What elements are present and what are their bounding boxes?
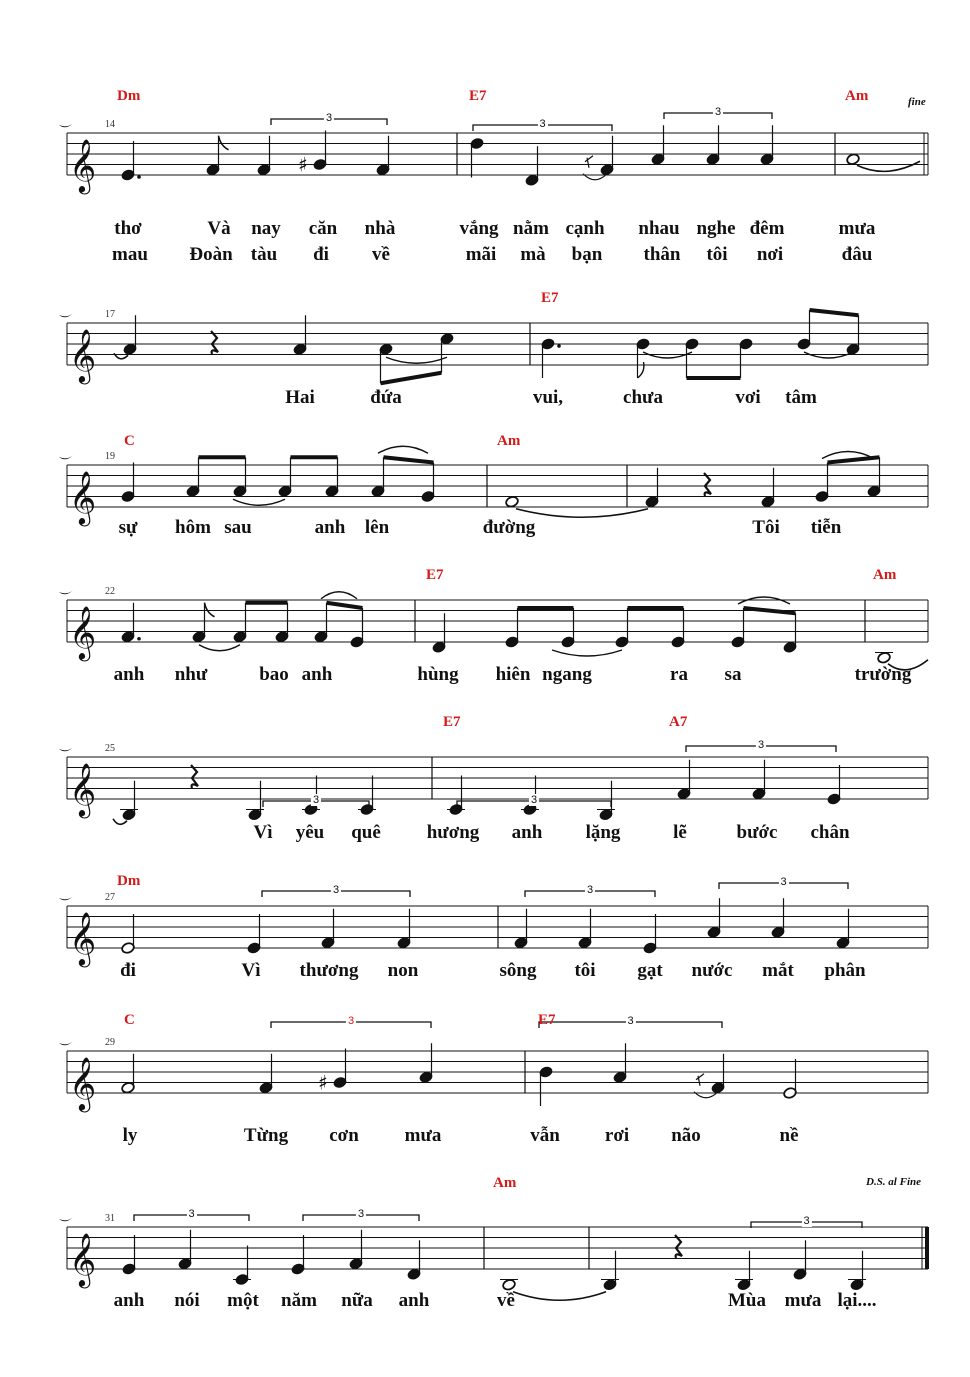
staff-system [59,745,928,824]
note [432,613,446,653]
flag [205,603,215,617]
lyric-syllable: căn [308,218,338,239]
note [739,338,753,378]
note [694,1054,725,1098]
measure-number: 25 [105,743,115,754]
beam [327,603,363,608]
beam [744,608,796,613]
chord-symbol: Dm [117,88,141,104]
lyric-syllable: lên [364,517,390,538]
note [561,608,575,648]
lyric-syllable: một [227,1290,259,1311]
note [192,603,240,651]
note [761,468,775,508]
lyric-syllable: vẫn [530,1125,560,1146]
breath-mark-icon [59,311,75,317]
lyric-syllable: anh [511,822,543,843]
lyric-syllable: bạn [571,244,603,265]
quarter-rest-icon [191,765,198,788]
lyric-syllable: thơ [114,218,142,239]
lyric-syllable: tàu [250,244,278,265]
lyric-syllable: mà [520,244,546,265]
note [707,898,721,938]
chord-symbol: Am [873,567,897,583]
lyric-syllable: nữa [341,1290,373,1311]
lyric-syllable: cơn [329,1125,359,1146]
note [186,457,285,505]
staff-system [59,883,928,967]
lyric-syllable: về [497,1290,515,1311]
tuplet-number: 3 [312,794,320,806]
lyric-syllable: mãi [465,244,497,265]
lyric-syllable: mưa [404,1125,442,1146]
final-barline [925,1227,929,1269]
lyric-syllable: anh [314,517,346,538]
note [731,597,796,648]
tuplet-number: 3 [347,1015,355,1027]
lyric-syllable: sông [499,960,537,981]
treble-clef-icon: 𝄞 [69,470,97,524]
lyric-syllable: thân [643,244,681,265]
lyric-syllable: nhà [364,218,396,239]
lyric-syllable: hùng [417,664,459,685]
lyric-syllable: yêu [295,822,325,843]
note [350,608,364,648]
staff-system [59,310,928,384]
note [371,446,434,497]
lyric-syllable: đường [482,517,536,538]
lyric-syllable: vắng [459,218,499,239]
fine-marking: fine [908,96,926,108]
note [470,137,484,177]
lyric-syllable: hôm [175,517,211,538]
note [376,136,390,176]
note [358,776,376,816]
flag [219,136,229,150]
chord-symbol: E7 [538,1012,556,1028]
tuplet-number: 3 [803,1215,810,1227]
tuplet-number: 3 [627,1015,634,1027]
slur [233,499,285,505]
note [867,457,881,497]
breath-mark-icon [59,894,75,900]
measure-number: 14 [105,119,115,130]
quarter-rest-icon [211,331,218,354]
treble-clef-icon: 𝄞 [69,1232,97,1286]
measure-number: 31 [105,1213,115,1224]
lyric-syllable: mưa [838,218,876,239]
rest [704,473,711,496]
lyric-syllable: gạt [637,960,663,981]
lyric-syllable: mưa [784,1290,822,1311]
lyric-syllable: đi [120,960,136,981]
note [447,776,465,816]
lyric-syllable: phân [824,960,866,981]
note [539,1066,553,1106]
staff-system [59,588,928,670]
tuplet-number: 3 [188,1208,195,1220]
note [421,463,435,503]
quarter-rest-icon [704,473,711,496]
lyric-syllable: ly [122,1125,138,1146]
note [233,1246,251,1286]
slur [378,446,428,453]
lyric-syllable: quê [351,822,381,843]
treble-clef-icon: 𝄞 [69,911,97,965]
lyric-syllable: Hai [285,387,315,408]
note [752,760,766,800]
tie [516,509,648,518]
note [771,898,785,938]
note [247,914,261,954]
treble-clef-icon: 𝄞 [69,138,97,192]
tuplet-number: 3 [325,112,333,124]
lyric-syllable: non [387,960,419,981]
lyric-syllable: Từng [243,1125,289,1146]
tie [113,819,127,825]
breath-mark-icon [59,453,75,459]
lyric-syllable: anh [398,1290,430,1311]
breath-mark-icon [59,121,75,127]
tuplet-number: 3 [332,884,340,896]
tuplet-number: 3 [530,794,538,806]
chord-symbol: E7 [469,88,487,104]
lyric-syllable: ra [670,664,688,685]
lyric-syllable: đi [313,244,329,265]
breath-mark-icon [59,745,75,751]
flag [638,362,644,378]
note [114,315,137,359]
chord-symbol: Am [493,1175,517,1191]
lyric-syllable: nói [174,1290,200,1311]
rest [211,331,218,354]
note [706,125,720,165]
lyric-syllable: Vì [253,822,273,843]
note [578,909,592,949]
note [314,592,363,643]
note [113,781,138,825]
beam [384,457,434,462]
note [419,1043,433,1083]
lyric-syllable: trường [854,664,912,685]
lyric-syllable: bao [259,664,289,685]
lyric-syllable: anh [301,664,333,685]
breath-mark-icon [59,1215,75,1221]
lyric-syllable: Vì [241,960,261,981]
lyric-syllable: nằm [513,218,549,239]
tuplet-number: 3 [357,1208,365,1220]
note [379,343,447,383]
note [514,909,528,949]
treble-clef-icon: 𝄞 [69,1056,97,1110]
tie [857,161,920,171]
lyric-syllable: lặng [585,822,621,843]
note [601,1251,619,1291]
note [583,136,614,180]
lyric-syllable: nghe [696,218,736,239]
lyric-syllable: nhau [638,218,680,239]
note [178,1230,192,1270]
chord-symbol: C [124,433,135,449]
staff-system [59,113,928,194]
note [257,136,271,176]
note [846,315,860,355]
lyric-syllable: rơi [604,1125,630,1146]
note [291,1235,305,1275]
lyric-syllable: lại.... [837,1290,877,1311]
lyric-syllable: hiên [495,664,531,685]
lyric-syllable: đứa [370,387,402,408]
lyric-syllable: tiễn [810,517,842,538]
note [440,332,454,372]
lyric-syllable: mắt [762,960,794,981]
grace-note [585,156,593,168]
note [643,914,657,954]
lyric-syllable: sa [724,664,742,685]
note [735,1251,753,1291]
note [121,1054,135,1094]
note [233,457,247,497]
lyric-syllable: anh [113,1290,145,1311]
note [349,1230,363,1270]
note [122,1235,136,1275]
chord-symbol: C [124,1012,135,1028]
grace-note [696,1074,704,1086]
lyric-syllable: cạnh [565,218,605,239]
chord-symbol: A7 [669,714,688,730]
note [846,153,920,171]
note [121,603,141,643]
note [321,909,335,949]
chord-symbol: Dm [117,873,141,889]
note [275,603,289,643]
note [783,613,797,653]
tuplet-number: 3 [586,884,594,896]
chord-symbol: E7 [541,290,559,306]
note [677,760,691,800]
sharp-icon: ♯ [298,152,308,177]
breath-mark-icon [59,1039,75,1045]
lyric-syllable: thương [299,960,359,981]
lyric-syllable: tôi [574,960,596,981]
note [259,1054,273,1094]
chord-symbol: Am [845,88,869,104]
measure-number: 19 [105,451,115,462]
measure-number: 27 [105,892,115,903]
measure-number: 17 [105,309,115,320]
lyric-syllable: chân [810,822,850,843]
tuplet-number: 3 [780,876,787,888]
tuplet-number: 3 [757,739,765,751]
lyric-syllable: nay [251,218,281,239]
note [246,781,264,821]
lyric-syllable: Mùa [728,1290,766,1311]
staff-system [59,1022,928,1112]
lyric-syllable: nước [691,960,733,981]
chord-symbol: Am [497,433,521,449]
quarter-rest-icon [675,1235,682,1258]
slur [386,357,447,363]
note [651,125,665,165]
measure-number: 22 [105,586,115,597]
note [848,1251,866,1291]
note [827,765,841,805]
note [793,1240,807,1280]
breath-mark-icon [59,588,75,594]
chord-symbol: E7 [426,567,444,583]
lyric-syllable: chưa [623,387,663,408]
note [645,468,659,508]
lyric-syllable: lẽ [673,822,687,843]
note [206,136,229,176]
rest [675,1235,682,1258]
note [613,1043,627,1083]
lyric-syllable: Và [207,218,231,239]
lyric-syllable: như [174,664,208,685]
staff-system [59,1215,929,1300]
note [293,315,307,355]
lyric-syllable: anh [113,664,145,685]
chord-symbol: E7 [443,714,461,730]
note [325,457,339,497]
lyric-syllable: ngang [542,664,592,685]
beam [381,373,442,384]
ds-al-fine-marking: D.S. al Fine [866,1176,922,1188]
note [836,909,850,949]
note [407,1240,421,1280]
note [760,125,774,165]
beam [810,310,859,315]
tuplet-number: 3 [714,106,722,118]
lyric-syllable: tôi [706,244,728,265]
slur [321,592,357,599]
lyric-syllable: bước [736,822,778,843]
lyric-syllable: về [372,244,390,265]
note [783,1059,797,1099]
slur [199,645,240,651]
lyric-syllable: nơi [756,244,784,265]
rest [191,765,198,788]
lyric-syllable: vơi [735,387,761,408]
lyric-syllable: mau [112,244,148,265]
lyric-syllable: đâu [841,244,873,265]
note [525,146,539,186]
lyric-syllable: sự [118,517,138,538]
treble-clef-icon: 𝄞 [69,328,97,382]
note [671,608,685,648]
lyric-syllable: tâm [785,387,817,408]
lyric-syllable: vui, [532,387,564,408]
note [500,1278,606,1300]
note [397,909,411,949]
treble-clef-icon: 𝄞 [69,605,97,659]
measure-number: 29 [105,1037,115,1048]
lyric-syllable: Đoàn [189,244,233,265]
treble-clef-icon: 𝄞 [69,762,97,816]
tie [513,1292,606,1301]
note [121,463,135,503]
lyric-syllable: sau [224,517,252,538]
lyric-syllable: não [671,1125,701,1146]
lyric-syllable: năm [281,1290,317,1311]
lyric-syllable: Tôi [752,517,780,538]
lyric-syllable: đêm [749,218,785,239]
lyric-syllable: nề [779,1125,799,1146]
tuplet-number: 3 [539,118,546,130]
sharp-icon: ♯ [318,1070,328,1095]
slur [552,650,622,656]
note [121,914,135,954]
lyric-syllable: hương [426,822,480,843]
staff-system [59,446,928,526]
